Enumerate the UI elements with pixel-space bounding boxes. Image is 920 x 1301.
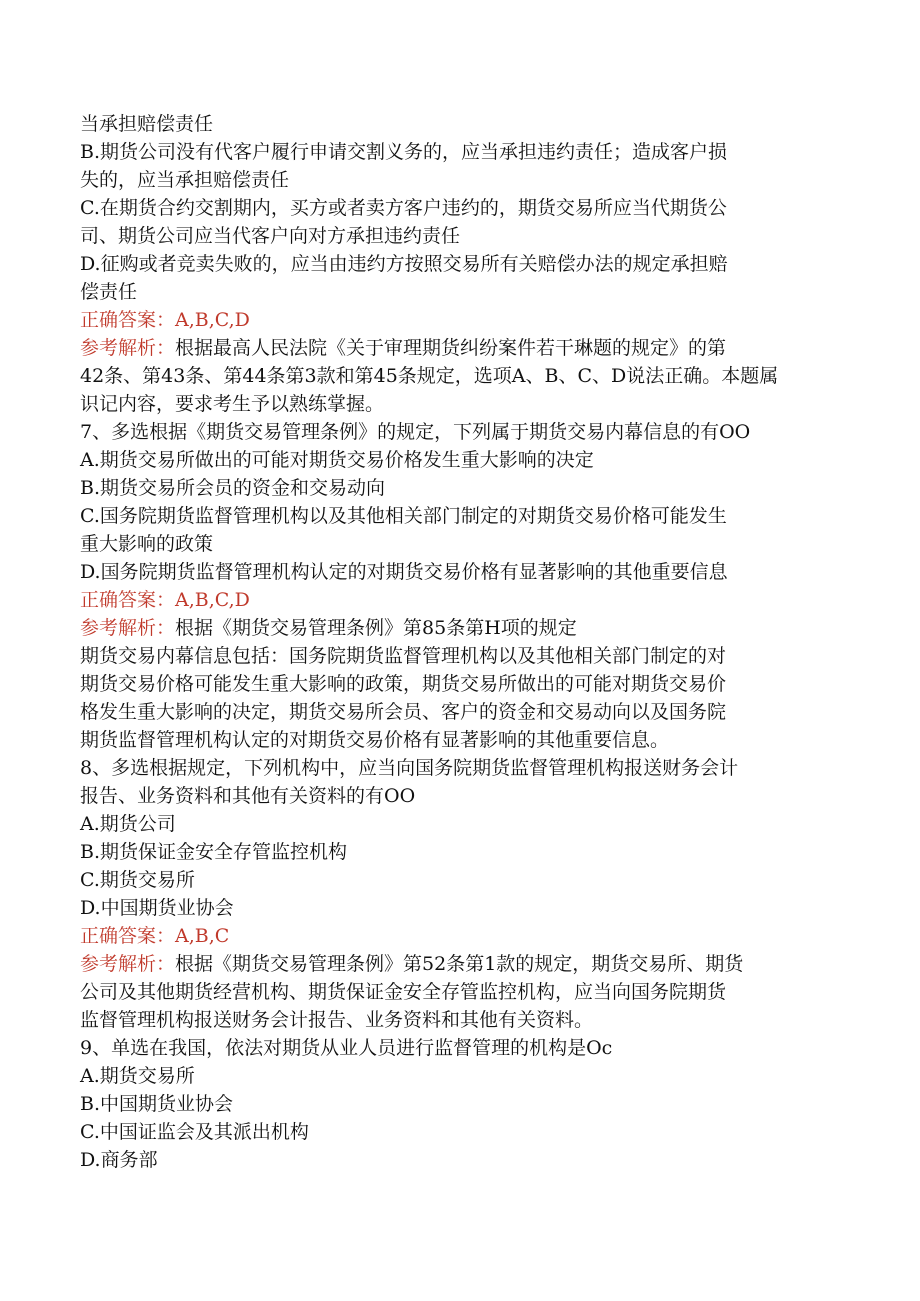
line-text: A,B,C — [175, 925, 230, 947]
text-line — [80, 726, 840, 754]
line-text: C.中国证监会及其派出机构 — [80, 1121, 309, 1143]
text-line — [80, 250, 840, 278]
answer-label: 正确答案： — [80, 589, 176, 611]
line-text: 报告、业务资料和其他有关资料的有OO — [80, 785, 416, 807]
text-line — [80, 138, 840, 166]
text-line — [80, 1062, 840, 1090]
text-line — [80, 558, 840, 586]
answer-line — [80, 306, 840, 334]
line-text: 8、多选根据规定，下列机构中，应当向国务院期货监督管理机构报送财务会计 — [80, 757, 739, 779]
text-line — [80, 978, 840, 1006]
line-text: 监督管理机构报送财务会计报告、业务资料和其他有关资料。 — [80, 1009, 594, 1031]
line-text: 期货监督管理机构认定的对期货交易价格有显著影响的其他重要信息。 — [80, 729, 670, 751]
line-text: A.期货交易所 — [80, 1065, 195, 1087]
line-text: D.中国期货业协会 — [80, 897, 234, 919]
analysis-line — [80, 950, 840, 978]
analysis-label: 参考解析： — [80, 953, 176, 975]
text-line — [80, 1090, 840, 1118]
line-text: 9、单选在我国，依法对期货从业人员进行监督管理的机构是Oc — [80, 1037, 613, 1059]
line-text: C.在期货合约交割期内，买方或者卖方客户违约的，期货交易所应当代期货公 — [80, 197, 727, 219]
line-text: 根据《期货交易管理条例》第52条第1款的规定，期货交易所、期货 — [175, 953, 744, 975]
analysis-label: 参考解析： — [80, 617, 176, 639]
text-line — [80, 166, 840, 194]
line-text: A.期货交易所做出的可能对期货交易价格发生重大影响的决定 — [80, 449, 594, 471]
line-text: C.期货交易所 — [80, 869, 195, 891]
text-line — [80, 530, 840, 558]
line-text: D.征购或者竞卖失败的，应当由违约方按照交易所有关赔偿办法的规定承担赔 — [80, 253, 728, 275]
analysis-line — [80, 334, 840, 362]
text-line — [80, 362, 840, 390]
line-text: B.期货交易所会员的资金和交易动向 — [80, 477, 386, 499]
text-line — [80, 1146, 840, 1174]
text-line — [80, 782, 840, 810]
text-line — [80, 110, 840, 138]
text-line — [80, 894, 840, 922]
line-text: 公司及其他期货经营机构、期货保证金安全存管监控机构，应当向国务院期货 — [80, 981, 727, 1003]
text-line — [80, 838, 840, 866]
text-line — [80, 502, 840, 530]
text-line — [80, 390, 840, 418]
text-line — [80, 194, 840, 222]
text-line — [80, 446, 840, 474]
text-line — [80, 474, 840, 502]
analysis-label: 参考解析： — [80, 337, 176, 359]
text-line — [80, 642, 840, 670]
line-text: 42条、第43条、第44条第3款和第45条规定，选项A、B、C、D说法正确。本题属 — [80, 365, 779, 387]
text-line — [80, 1006, 840, 1034]
line-text: D.国务院期货监督管理机构认定的对期货交易价格有显著影响的其他重要信息 — [80, 561, 728, 583]
line-text: 根据最高人民法院《关于审理期货纠纷案件若干琳题的规定》的第 — [175, 337, 727, 359]
text-line — [80, 810, 840, 838]
line-text: 重大影响的政策 — [80, 533, 214, 555]
answer-label: 正确答案： — [80, 309, 176, 331]
line-text: C.国务院期货监督管理机构以及其他相关部门制定的对期货交易价格可能发生 — [80, 505, 727, 527]
line-text: A,B,C,D — [175, 589, 250, 611]
text-line — [80, 1034, 840, 1062]
line-text: B.中国期货业协会 — [80, 1093, 234, 1115]
line-text: 司、期货公司应当代客户向对方承担违约责任 — [80, 225, 461, 247]
line-text: 期货交易内幕信息包括：国务院期货监督管理机构以及其他相关部门制定的对 — [80, 645, 727, 667]
line-text: 识记内容，要求考生予以熟练掌握。 — [80, 393, 385, 415]
answer-line — [80, 586, 840, 614]
line-text: A,B,C,D — [175, 309, 250, 331]
answer-line — [80, 922, 840, 950]
text-line — [80, 670, 840, 698]
text-line — [80, 418, 840, 446]
text-line — [80, 754, 840, 782]
line-text: 根据《期货交易管理条例》第85条第H项的规定 — [175, 617, 577, 639]
line-text: B.期货保证金安全存管监控机构 — [80, 841, 348, 863]
analysis-line — [80, 614, 840, 642]
text-line — [80, 866, 840, 894]
answer-label: 正确答案： — [80, 925, 176, 947]
text-line — [80, 1118, 840, 1146]
line-text: 7、多选根据《期货交易管理条例》的规定，下列属于期货交易内幕信息的有OO — [80, 421, 751, 443]
line-text: 格发生重大影响的决定，期货交易所会员、客户的资金和交易动向以及国务院 — [80, 701, 727, 723]
line-text: 期货交易价格可能发生重大影响的政策，期货交易所做出的可能对期货交易价 — [80, 673, 727, 695]
document-body — [80, 110, 840, 1174]
text-line — [80, 222, 840, 250]
line-text: 失的，应当承担赔偿责任 — [80, 169, 290, 191]
text-line — [80, 278, 840, 306]
text-line — [80, 698, 840, 726]
line-text: B.期货公司没有代客户履行申请交割义务的，应当承担违约责任；造成客户损 — [80, 141, 728, 163]
line-text: A.期货公司 — [80, 813, 176, 835]
line-text: D.商务部 — [80, 1149, 158, 1171]
line-text: 当承担赔偿责任 — [80, 113, 214, 135]
line-text: 偿责任 — [80, 281, 138, 303]
